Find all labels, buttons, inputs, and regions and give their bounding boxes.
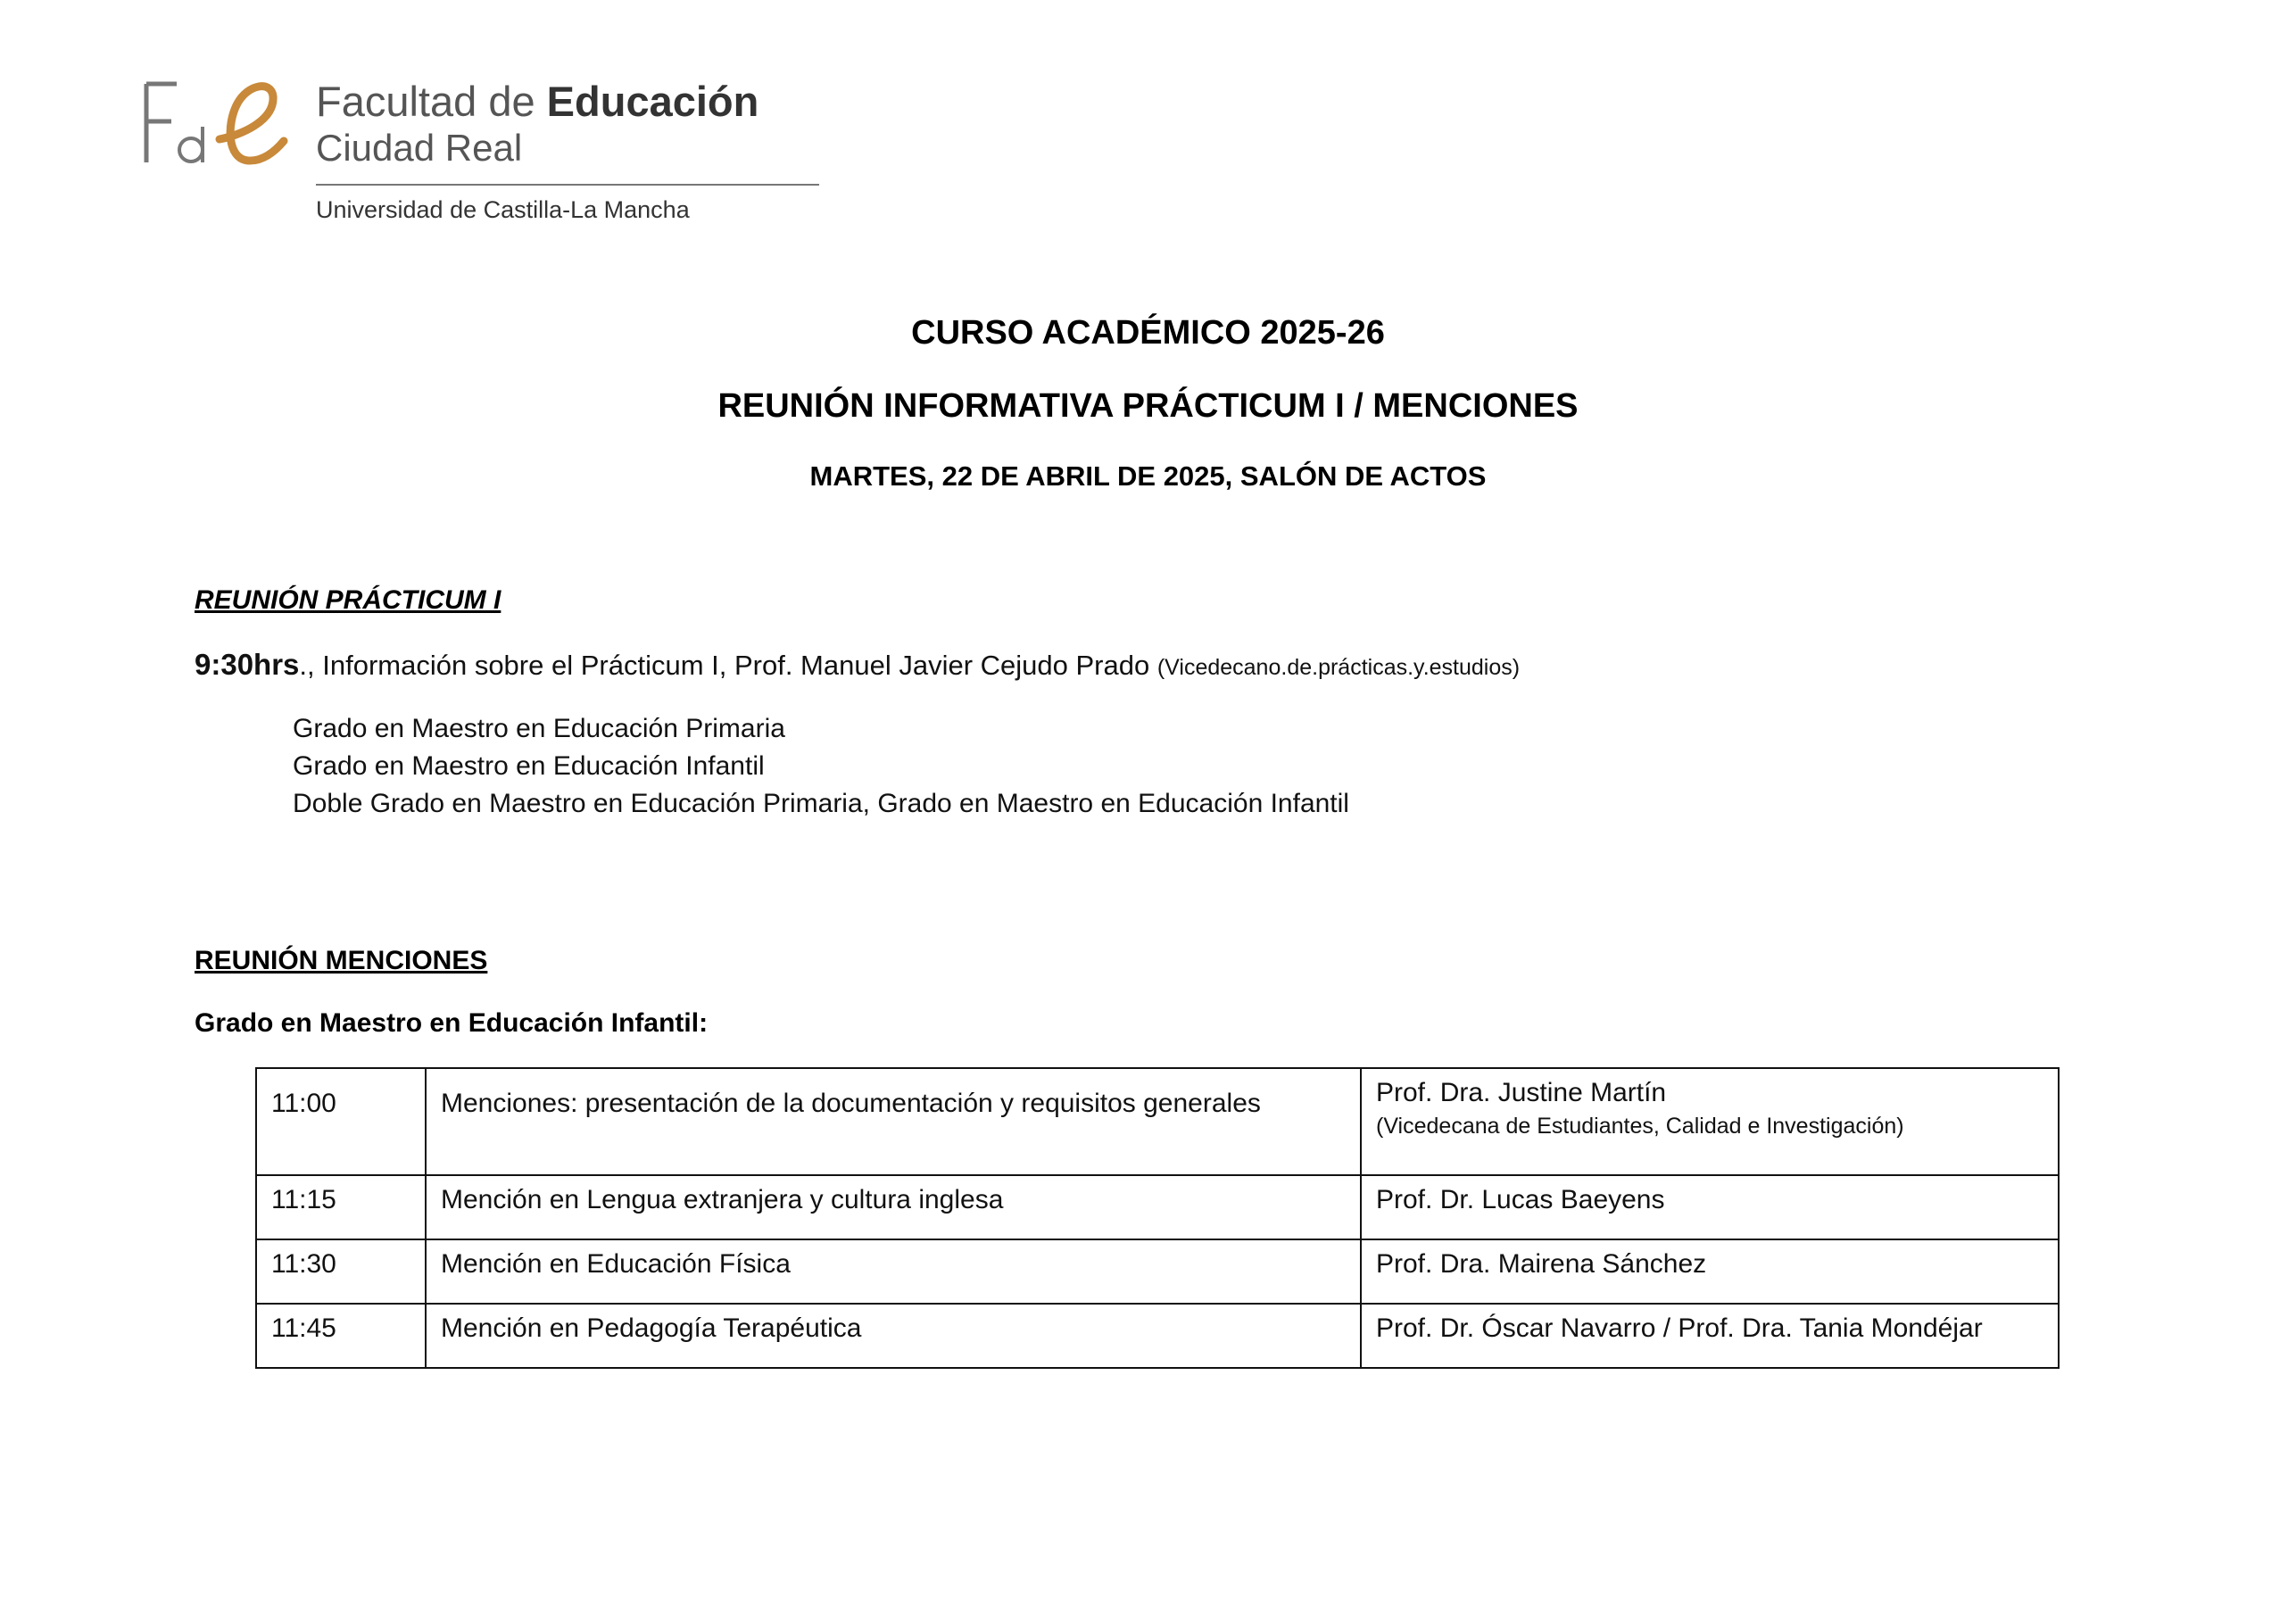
- logo-city: Ciudad Real: [316, 127, 523, 169]
- faculty-logo: [141, 77, 759, 228]
- speaker-name: Prof. Dra. Justine Martín: [1376, 1078, 1667, 1107]
- page-title: CURSO ACADÉMICO 2025-26: [911, 314, 1385, 352]
- table-row: [256, 1304, 2059, 1368]
- practicum-info-text: ., Información sobre el Prácticum I, Prof. Manuel Javier Cejudo Prado: [299, 650, 1150, 681]
- row-time: 11:45: [256, 1304, 426, 1368]
- row-topic: Mención en Pedagogía Terapéutica: [426, 1304, 1361, 1368]
- date-place: MARTES, 22 DE ABRIL DE 2025, SALÓN DE ACTOS: [809, 460, 1487, 492]
- row-time: 11:00: [256, 1068, 426, 1175]
- row-topic: Menciones: presentación de la documentación y requisitos generales: [426, 1068, 1361, 1175]
- logo-faculty-name: Facultad de Educación: [316, 78, 759, 125]
- table-row: [256, 1068, 2059, 1175]
- speaker-note: (Vicedecana de Estudiantes, Calidad e Investigación): [1376, 1114, 1904, 1139]
- row-topic: Mención en Educación Física: [426, 1239, 1361, 1304]
- fde-logo-icon: [141, 77, 293, 175]
- practicum-section-title: REUNIÓN PRÁCTICUM I: [195, 585, 501, 615]
- page-subtitle: REUNIÓN INFORMATIVA PRÁCTICUM I / MENCIONES: [717, 387, 1579, 425]
- menciones-section-title: REUNIÓN MENCIONES: [195, 946, 488, 975]
- menciones-subheading: Grado en Maestro en Educación Infantil:: [195, 1008, 709, 1038]
- row-time: 11:30: [256, 1239, 426, 1304]
- row-topic: Mención en Lengua extranjera y cultura inglesa: [426, 1175, 1361, 1239]
- row-time: 11:15: [256, 1175, 426, 1239]
- list-item: Grado en Maestro en Educación Primaria: [293, 714, 785, 743]
- practicum-info: [195, 648, 1520, 682]
- row-speaker: Prof. Dr. Óscar Navarro / Prof. Dra. Tania Mondéjar: [1361, 1304, 2059, 1368]
- practicum-info-note: (Vicedecano.de.prácticas.y.estudios): [1156, 655, 1521, 680]
- row-speaker: Prof. Dr. Lucas Baeyens: [1361, 1175, 2059, 1239]
- table-row: [256, 1239, 2059, 1304]
- list-item: Doble Grado en Maestro en Educación Primaria, Grado en Maestro en Educación Infantil: [293, 789, 1349, 818]
- row-speaker: [1361, 1068, 2059, 1175]
- menciones-schedule-table: [255, 1067, 2060, 1369]
- list-item: Grado en Maestro en Educación Infantil: [293, 751, 765, 781]
- row-speaker: Prof. Dra. Mairena Sánchez: [1361, 1239, 2059, 1304]
- degree-list: [293, 710, 1349, 823]
- logo-university: Universidad de Castilla-La Mancha: [316, 196, 690, 223]
- table-row: [256, 1175, 2059, 1239]
- practicum-time: 9:30hrs: [195, 648, 300, 681]
- logo-divider: [316, 184, 819, 186]
